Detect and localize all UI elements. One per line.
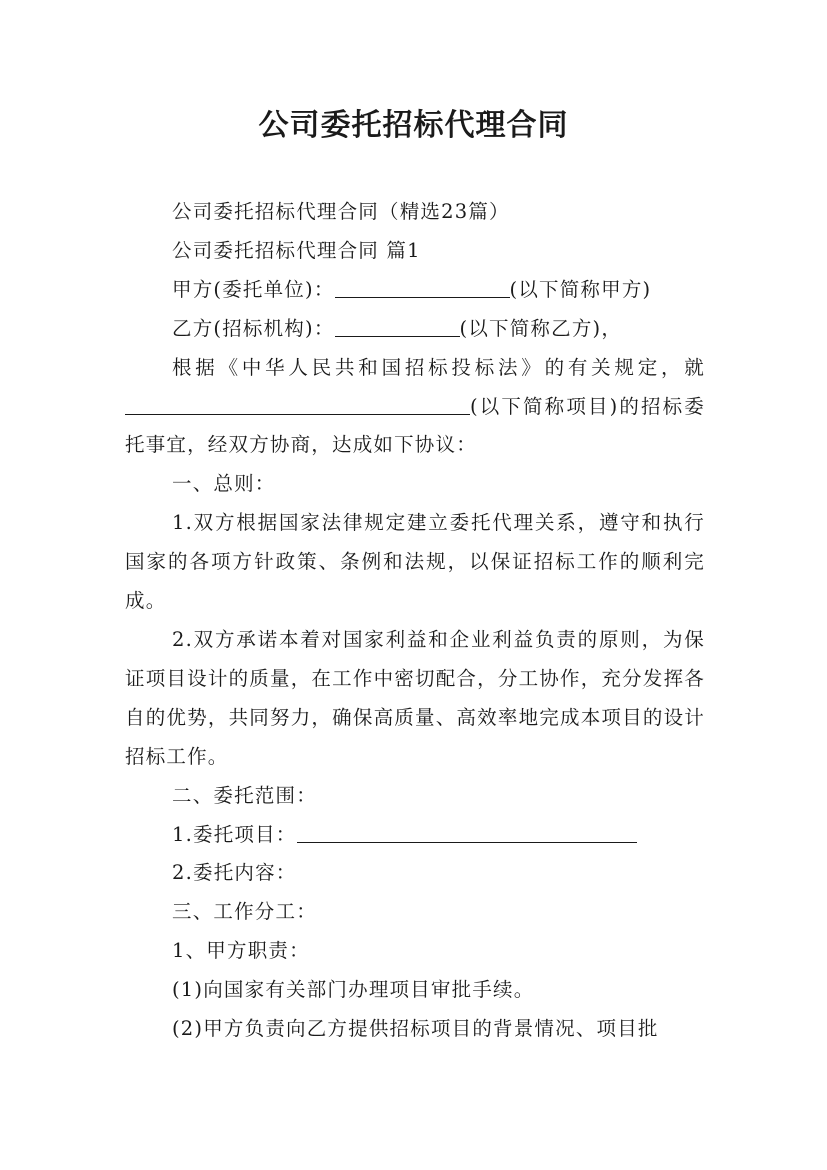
party-a-label: 甲方(委托单位)： xyxy=(172,277,335,301)
duty-a-item-1: (1)向国家有关部门办理项目审批手续。 xyxy=(172,978,535,1002)
intro-paragraph xyxy=(125,349,705,466)
intro-lead: 根据《中华人民共和国招标投标法》的有关规定，就 xyxy=(172,355,705,379)
general-clause-2: 2.双方承诺本着对国家利益和企业利益负责的原则，为保证项目设计的质量，在工作中密切配合，分工协作，充分发挥各自的优势，共同努力，确保高质量、高效率地完成本项目的设计招标工作。 xyxy=(125,627,705,768)
general-heading: 一、总则： xyxy=(172,472,276,496)
scope-item-1 xyxy=(125,816,705,855)
division-heading: 三、工作分工： xyxy=(172,900,317,924)
scope-heading: 二、委托范围： xyxy=(172,783,317,807)
document-body xyxy=(125,193,705,1049)
party-a-suffix: (以下简称甲方) xyxy=(509,277,652,301)
project-name-blank xyxy=(125,394,470,415)
scope-item-2: 2.委托内容： xyxy=(172,861,297,885)
scope-item-1-label: 1.委托项目： xyxy=(172,822,297,846)
duty-a-heading: 1、甲方职责： xyxy=(172,939,310,963)
party-b-suffix: (以下简称乙方)， xyxy=(459,316,623,340)
party-a-blank xyxy=(335,277,510,298)
party-a-line xyxy=(125,271,705,310)
scope-item-1-blank xyxy=(297,822,637,843)
document-title: 公司委托招标代理合同 xyxy=(258,108,569,143)
section-heading: 公司委托招标代理合同 篇1 xyxy=(172,238,421,262)
party-b-line xyxy=(125,310,705,349)
subtitle-paragraph: 公司委托招标代理合同（精选23篇） xyxy=(172,200,510,223)
party-b-label: 乙方(招标机构)： xyxy=(172,316,335,340)
duty-a-item-2: (2)甲方负责向乙方提供招标项目的背景情况、项目批 xyxy=(172,1017,659,1041)
party-b-blank xyxy=(335,316,460,337)
general-clause-1: 1.双方根据国家法律规定建立委托代理关系，遵守和执行国家的各项方针政策、条例和法规，以保证招标工作的顺利完成。 xyxy=(125,511,705,613)
intro-suffix: (以下简称项目)的招标委托事宜，经双方协商，达成如下协议： xyxy=(125,394,705,457)
